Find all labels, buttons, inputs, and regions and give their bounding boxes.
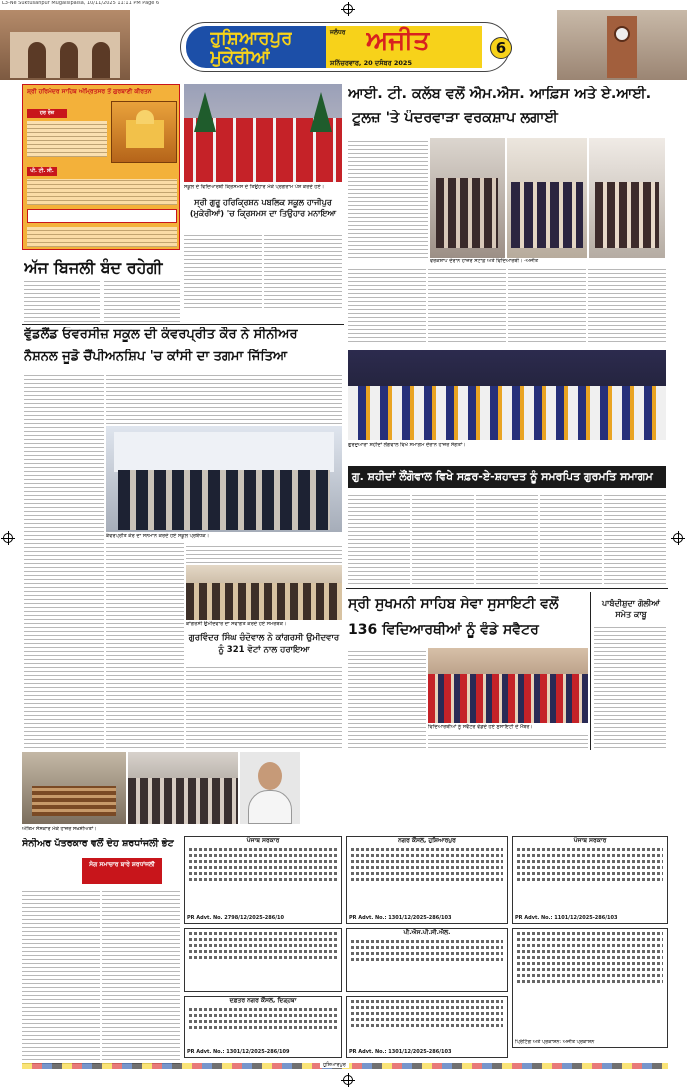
funeral-photo-2 (128, 752, 238, 824)
sweater-caption: ਵਿਦਿਆਰਥੀਆਂ ਨੂੰ ਸਵੈਟਰ ਵੰਡਦੇ ਹੋਏ ਸੁਸਾਇਟੀ ਦੇ ਮੈਂਬਰ। (428, 724, 533, 730)
rally-headline: ਗੁਰਵਿੰਦਰ ਸਿੰਘ ਚੰਦੋਵਾਲ ਨੇ ਕਾਂਗਰਸੀ ਉਮੀਦਵਾਰ ਨੂੰ 321 ਵੋਟਾਂ ਨਾਲ ਹਰਾਇਆ (188, 633, 340, 655)
ad-govt-tender (184, 928, 342, 992)
ad-bottom-middle: PR Advt. No.: 1301/12/2025-286/103 (346, 996, 508, 1058)
itclub-col1 (348, 138, 428, 258)
school-story-col2 (264, 234, 342, 308)
itclub-caption: ਵਰਕਸ਼ਾਪ ਦੌਰਾਨ ਹਾਜ਼ਰ ਸਟਾਫ਼ ਅਤੇ ਵਿਦਿਆਰਥੀ। -ਅਜੀਤ (430, 258, 539, 264)
gurbani-kirtan-ad (22, 84, 180, 250)
ad-punjab-govt: ਪੰਜਾਬ ਸਰਕਾਰ PR Advt. No. 2798/12/2025-286/10 (184, 836, 342, 924)
electricity-headline: ਅੱਜ ਬਿਜਲੀ ਬੰਦ ਰਹੇਗੀ (24, 258, 163, 277)
woodland-judo-photo (106, 426, 342, 532)
ad-nagar-council: ਨਗਰ ਕੌਂਸਲ, ਹੁਸ਼ਿਆਰਪੁਰ PR Advt. No.: 1301/12/2025-286/103 (346, 836, 508, 924)
registration-mark-bottom (343, 1075, 353, 1085)
electricity-col1 (24, 280, 100, 322)
date-line: ਸ਼ਨਿੱਚਰਵਾਰ, 20 ਦਸੰਬਰ 2025 (330, 59, 412, 67)
ad-title: ਸ਼੍ਰੀ ਹਰਿਮੰਦਰ ਸਾਹਿਬ ਅੰਮ੍ਰਿਤਸਰ ਤੋਂ ਗੁਰਬਾਣੀ ਕੀਰਤਨ (27, 88, 152, 95)
golden-temple-image (111, 101, 177, 163)
rally-caption: ਕਾਂਗਰਸੀ ਉਮੀਦਵਾਰ ਦਾ ਸਵਾਗਤ ਕਰਦੇ ਹੋਏ ਸਮਰਥਕ। (186, 621, 287, 627)
section-title-box (186, 26, 326, 68)
itclub-headline-2: ਟੂਲਜ਼ 'ਤੇ ਪੰਦਰਵਾੜਾ ਵਰਕਸ਼ਾਪ ਲਗਾਈ (352, 110, 558, 126)
clock-tower-image (557, 10, 687, 80)
ad-badge-daily: ਹਰ ਰੋਜ਼ (27, 109, 67, 118)
gurmat-headline: ਗੁ. ਸ਼ਹੀਦਾਂ ਲੌਂਗੋਵਾਲ ਵਿਖੇ ਸਫ਼ਰ-ਏ-ਸ਼ਹਾਦਤ ਨੂੰ ਸਮਰਪਿਤ ਗੁਰਮਤਿ ਸਮਾਗਮ (348, 466, 666, 488)
funeral-caption: ਅੰਤਿਮ ਸੰਸਕਾਰ ਮੌਕੇ ਹਾਜ਼ਰ ਸਖ਼ਸ਼ੀਅਤਾਂ। (22, 826, 97, 832)
ad-badge-ptc: ਪੀ. ਟੀ. ਸੀ. (27, 167, 57, 176)
sweater-headline-2: 136 ਵਿਦਿਆਰਥੀਆਂ ਨੂੰ ਵੰਡੇ ਸਵੈਟਰ (348, 622, 539, 638)
electricity-col2 (104, 280, 180, 322)
city-label: ਜਲੰਧਰ (330, 29, 346, 36)
rally-photo (186, 565, 342, 620)
print-meta: L3-Ne Suktusanpur Mugaisipaisa, 10/11/2025 11:11 PM Page 6 (2, 1, 160, 6)
registration-mark-left (3, 533, 13, 543)
itclub-photo-1 (430, 138, 505, 258)
masthead (0, 10, 687, 80)
sweater-photo (428, 648, 588, 723)
portrait-photo (240, 752, 300, 824)
page-number: 6 (490, 37, 512, 59)
school-headline: ਸ੍ਰੀ ਗੁਰੂ ਹਰਿਕ੍ਰਿਸ਼ਨ ਪਬਲਿਕ ਸਕੂਲ ਹਾਜੀਪੁਰ (ਮੁਕੇਰੀਆਂ) 'ਚ ਕ੍ਰਿਸਮਸ ਦਾ ਤਿਉਹਾਰ ਮਨਾਇਆ (189, 198, 337, 218)
woodland-headline-1: ਵੁੱਡਲੈਂਡ ਓਵਰਸੀਜ਼ ਸਕੂਲ ਦੀ ਕੰਵਰਪ੍ਰੀਤ ਕੌਰ ਨੇ ਸੀਨੀਅਰ (24, 327, 298, 342)
ad-strip (27, 209, 177, 223)
woodland-col-top (106, 372, 342, 424)
sweater-headline-1: ਸ੍ਰੀ ਸੁਖਮਨੀ ਸਾਹਿਬ ਸੇਵਾ ਸੁਸਾਇਟੀ ਵਲੋਂ (348, 596, 559, 612)
obituary-headline: ਸੇਨੀਅਰ ਪੱਤਰਕਾਰ ਵਲੋਂ ਦੇਹ ਸ਼ਰਧਾਂਜਲੀ ਭੇਟ (22, 838, 174, 849)
woodland-caption: ਕੰਵਰਪ੍ਰੀਤ ਕੌਰ ਦਾ ਸਨਮਾਨ ਕਰਦੇ ਹੋਏ ਸਕੂਲ ਪ੍ਰਬੰਧਕ। (106, 533, 210, 539)
woodland-col1 (24, 372, 104, 748)
footer-label: ਹੁਸ਼ਿਆਰਪੁਰ (320, 1062, 349, 1068)
ad-right-notice: ਪ੍ਰਿੰਟਿੰਗ ਅਤੇ ਪ੍ਰਕਾਸ਼ਨ: ਅਜੀਤ ਪ੍ਰਕਾਸ਼ਨ (512, 928, 668, 1048)
ad-pspcl: ਪੀ.ਐਸ.ਪੀ.ਸੀ.ਐਲ. (346, 928, 508, 992)
paper-name-box (326, 26, 482, 68)
right-story-headline: ਪਾਬੰਦੀਸ਼ੁਦਾ ਗੋਲੀਆਂ ਸਮੇਤ ਕਾਬੂ (602, 599, 660, 619)
section-title-line1: ਹੁਸ਼ਿਆਰਪੁਰ (210, 28, 293, 49)
obituary-box: ਸੋਗ ਸਮਾਚਾਰ ਬਾਰੇ ਸ਼ਰਧਾਂਜਲੀ (82, 858, 162, 884)
itclub-headline-1: ਆਈ. ਟੀ. ਕਲੱਬ ਵਲੋਂ ਐਮ.ਐਸ. ਆਫ਼ਿਸ ਅਤੇ ਏ.ਆਈ. (348, 86, 652, 102)
gurmat-samagam-photo (348, 350, 666, 440)
itclub-photo-3 (589, 138, 665, 258)
school-christmas-photo (184, 84, 342, 182)
itclub-photo-2 (507, 138, 587, 258)
gurmat-caption: ਗੁਰਦੁਆਰਾ ਸ਼ਹੀਦਾਂ ਲੌਂਗੋਵਾਲ ਵਿਖੇ ਸਮਾਗਮ ਦੌਰਾਨ ਹਾਜ਼ਰ ਸੰਗਤਾਂ। (348, 442, 466, 448)
school-story-col1 (184, 234, 262, 308)
woodland-headline-2: ਨੈਸ਼ਨਲ ਜੂਡੋ ਚੈਂਪੀਅਨਸ਼ਿਪ 'ਚ ਕਾਂਸੀ ਦਾ ਤਗਮਾ ਜਿੱਤਿਆ (24, 349, 288, 364)
section-title-line2: ਮੁਕੇਰੀਆਂ (210, 47, 271, 68)
ad-punjab-govt-2: ਪੰਜਾਬ ਸਰਕਾਰ PR Advt. No.: 1101/12/2025-286/103 (512, 836, 668, 924)
heritage-building-image (0, 10, 130, 80)
school-photo-caption: ਸਕੂਲ ਦੇ ਵਿਦਿਆਰਥੀ ਕ੍ਰਿਸਮਸ ਦੇ ਤਿਉਹਾਰ ਮੌਕੇ ਪ੍ਰੋਗਰਾਮ ਪੇਸ਼ ਕਰਦੇ ਹੋਏ। (184, 184, 325, 190)
funeral-photo-1 (22, 752, 126, 824)
ad-body-1 (27, 121, 107, 157)
registration-mark-right (673, 533, 683, 543)
paper-name: ਅਜੀਤ (366, 26, 430, 56)
ad-daftar-council: ਦਫ਼ਤਰ ਨਗਰ ਕੌਂਸਲ, ਦਿੜ੍ਹਬਾ PR Advt. No.: 1301/12/2025-286/109 (184, 996, 342, 1058)
